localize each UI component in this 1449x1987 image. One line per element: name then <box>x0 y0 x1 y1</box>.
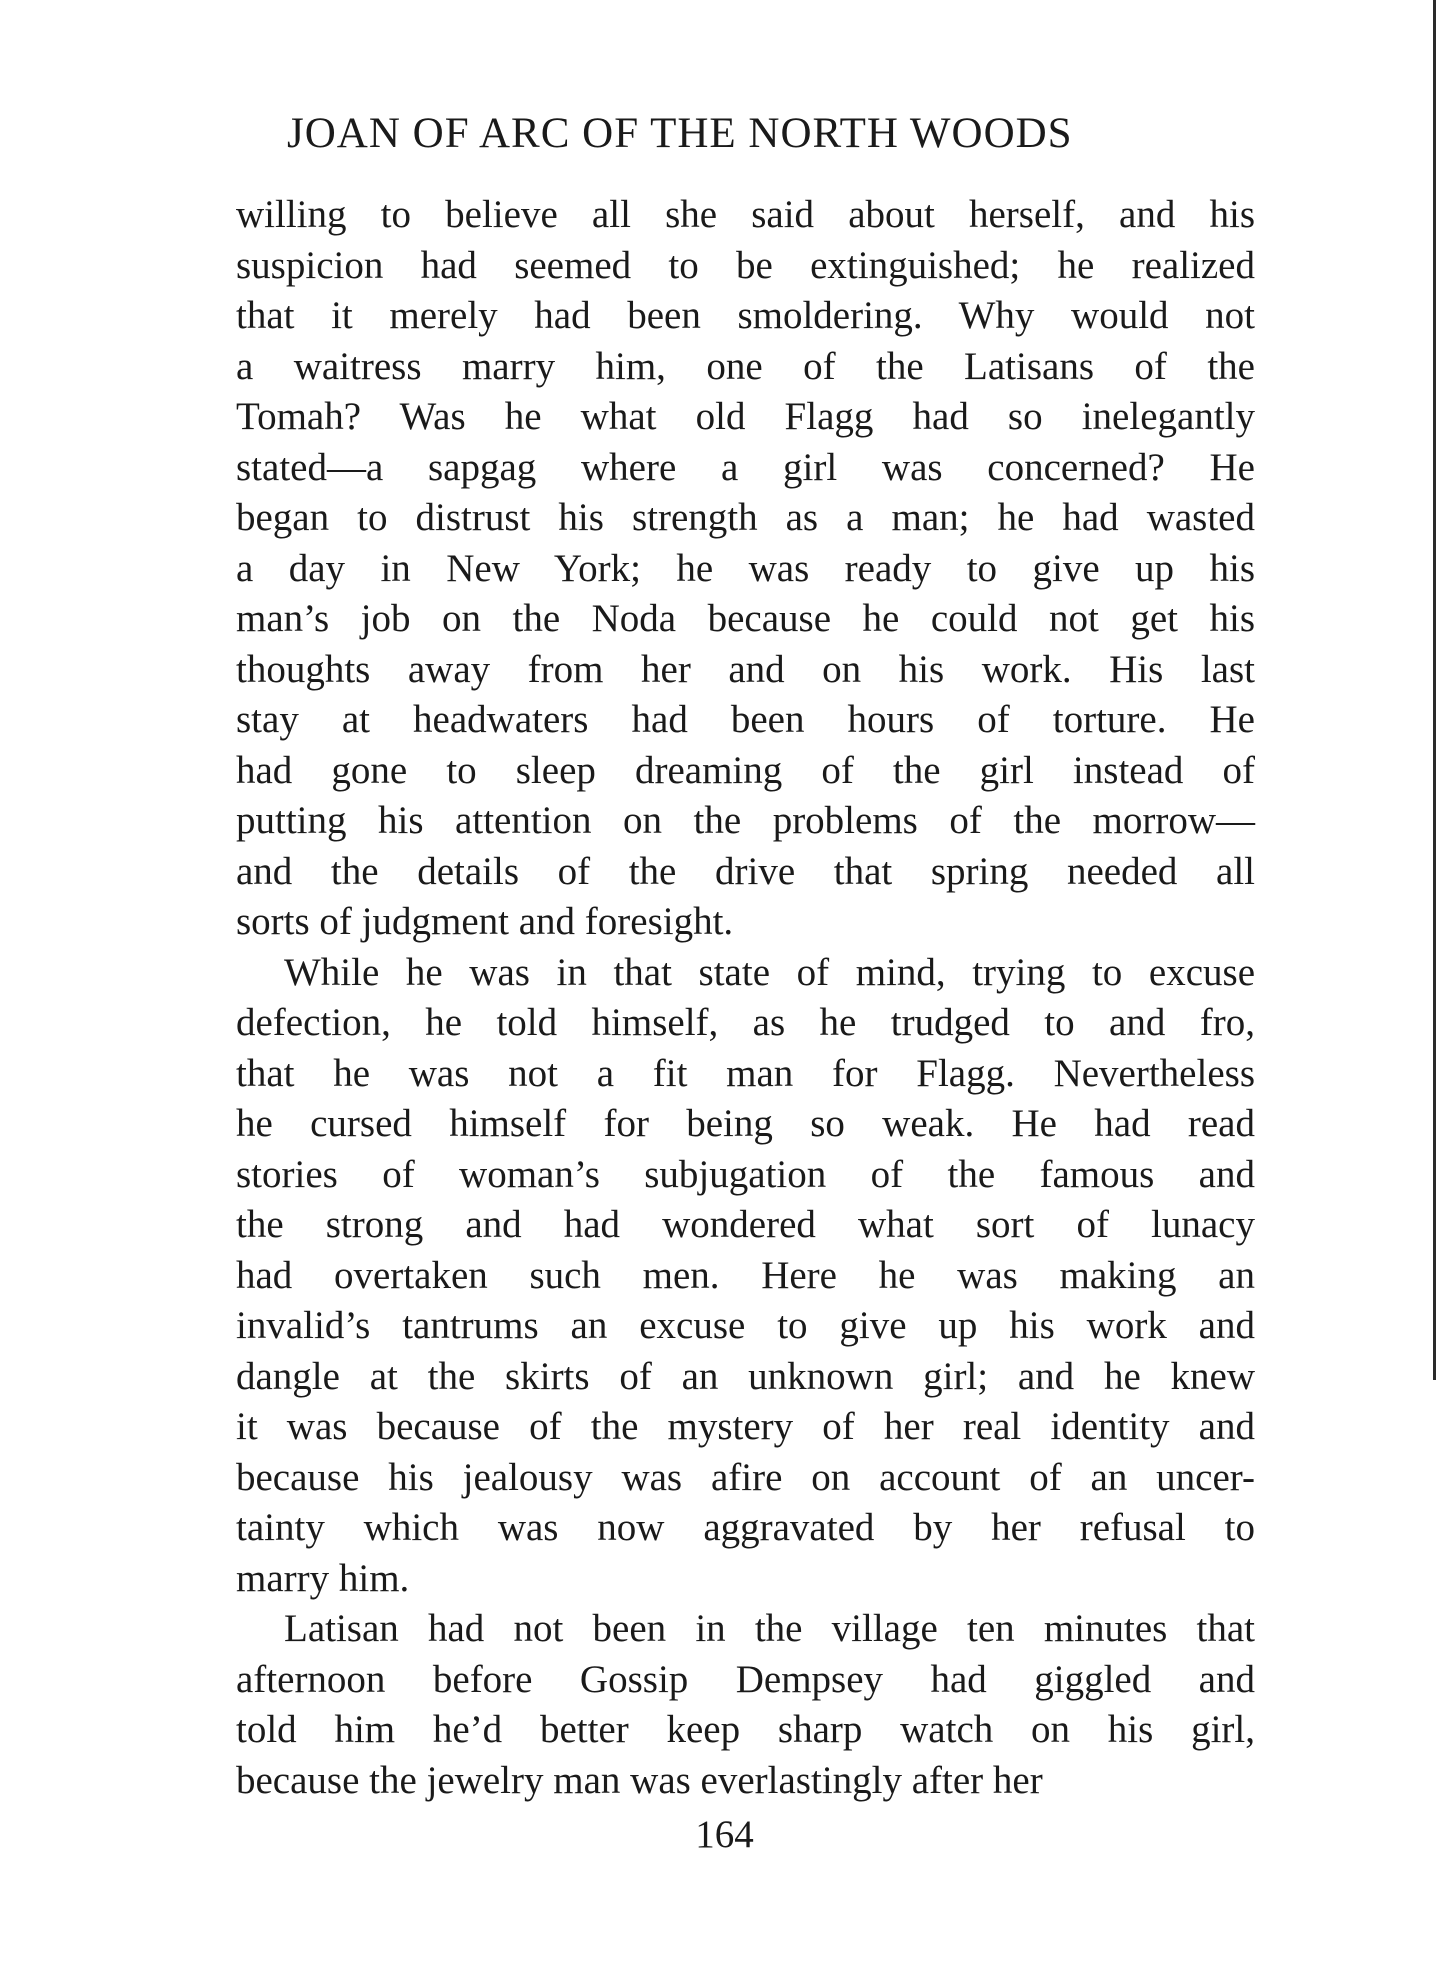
text-line: afternoon before Gossip Dempsey had giggled and <box>236 1657 1255 1701</box>
text-line: defection, he told himself, as he trudged to and fro, <box>236 1001 1255 1044</box>
text-line: willing to believe all she said about herself, and his <box>236 193 1255 236</box>
text-line: While he was in that state of mind, trying to excuse <box>284 950 1255 994</box>
text-line: because the jewelry man was everlastingly after her <box>236 1758 1043 1802</box>
text-line: that he was not a fit man for Flagg. Nevertheless <box>236 1051 1255 1095</box>
text-line: a waitress marry him, one of the Latisans of the <box>236 344 1255 388</box>
text-line: a day in New York; he was ready to give up his <box>236 546 1255 590</box>
text-line: stories of woman’s subjugation of the famous and <box>236 1152 1255 1196</box>
text-line: it was because of the mystery of her real identity and <box>236 1405 1255 1448</box>
page-edge-line <box>1433 0 1436 1380</box>
text-line: man’s job on the Noda because he could not get his <box>236 597 1255 640</box>
text-line: began to distrust his strength as a man; he had wasted <box>236 496 1255 539</box>
text-line: had gone to sleep dreaming of the girl instead of <box>236 748 1255 792</box>
text-line: that it merely had been smoldering. Why would not <box>236 294 1255 337</box>
text-line: tainty which was now aggravated by her refusal to <box>236 1506 1255 1549</box>
text-line: and the details of the drive that spring needed all <box>236 849 1255 893</box>
text-line: sorts of judgment and foresight. <box>236 900 734 943</box>
paragraph <box>236 190 1255 948</box>
text-line: because his jealousy was afire on account of an uncer- <box>236 1455 1255 1499</box>
text-line: the strong and had wondered what sort of lunacy <box>236 1203 1255 1246</box>
text-line: stay at headwaters had been hours of torture. He <box>236 698 1255 741</box>
text-line: suspicion had seemed to be extinguished; he realized <box>236 243 1255 287</box>
text-line: dangle at the skirts of an unknown girl; and he knew <box>236 1354 1255 1398</box>
text-line: Tomah? Was he what old Flagg had so inelegantly <box>236 395 1255 438</box>
body-text <box>236 190 1255 1806</box>
running-title: JOAN OF ARC OF THE NORTH WOODS <box>287 110 1073 157</box>
text-line: had overtaken such men. Here he was making an <box>236 1253 1255 1297</box>
paragraph <box>236 948 1255 1605</box>
text-line: thoughts away from her and on his work. His last <box>236 647 1255 691</box>
text-line: marry him. <box>236 1556 410 1600</box>
text-line: Latisan had not been in the village ten minutes that <box>284 1607 1255 1650</box>
page-number: 164 <box>695 1813 754 1856</box>
text-line: putting his attention on the problems of the morrow— <box>236 799 1255 842</box>
text-line: told him he’d better keep sharp watch on his girl, <box>236 1708 1255 1751</box>
text-line: invalid’s tantrums an excuse to give up his work and <box>236 1304 1255 1347</box>
text-line: he cursed himself for being so weak. He had read <box>236 1102 1255 1145</box>
text-line: stated—a sapgag where a girl was concerned? He <box>236 445 1255 489</box>
paragraph <box>236 1604 1255 1806</box>
